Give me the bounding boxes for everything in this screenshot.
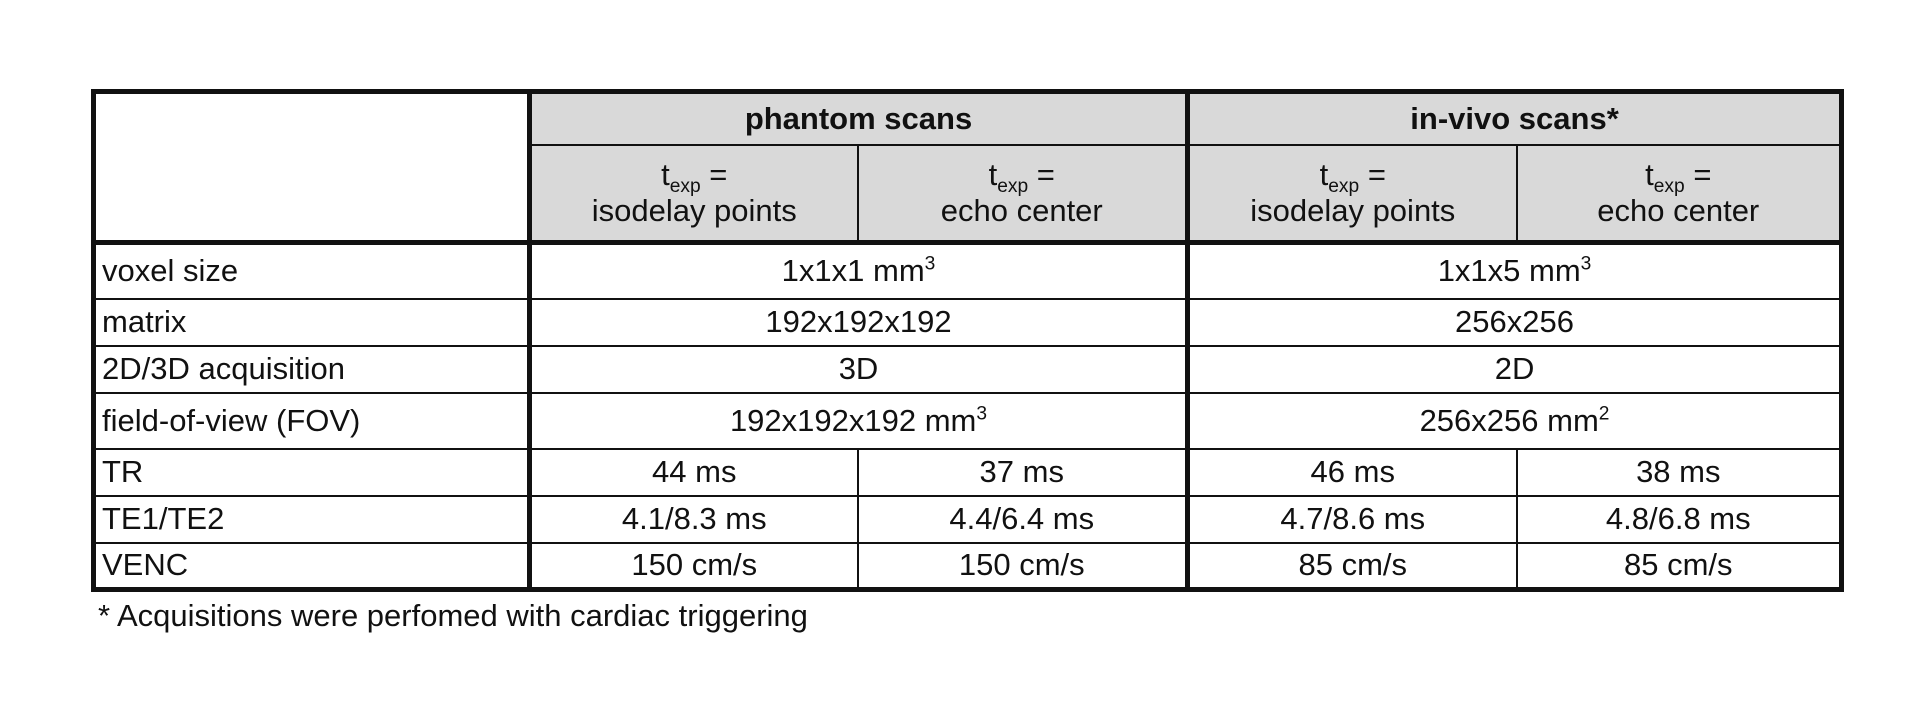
cell-invivo-acquisition: 2D	[1188, 346, 1842, 393]
footnote: * Acquisitions were perfomed with cardiac triggering	[98, 598, 808, 633]
cell-venc-invivo-isodelay: 85 cm/s	[1188, 543, 1517, 590]
cell-tr-phantom-isodelay: 44 ms	[530, 449, 858, 496]
cell-invivo-voxel	[1188, 243, 1842, 299]
cell-te-invivo-isodelay: 4.7/8.6 ms	[1188, 496, 1517, 543]
cell-venc-phantom-isodelay: 150 cm/s	[530, 543, 858, 590]
cell-te-invivo-echo: 4.8/6.8 ms	[1517, 496, 1842, 543]
row-label: 2D/3D acquisition	[94, 346, 530, 393]
group-header-phantom: phantom scans	[530, 92, 1188, 146]
t-subscript: exp	[1328, 176, 1360, 198]
row-label: voxel size	[94, 243, 530, 299]
sub-header-label: echo center	[940, 193, 1103, 228]
cell-phantom-acquisition: 3D	[530, 346, 1188, 393]
t-symbol: t	[1319, 157, 1329, 193]
row-label: TE1/TE2	[94, 496, 530, 543]
group-header-row	[94, 92, 1842, 146]
cell-invivo-matrix: 256x256	[1188, 299, 1842, 346]
cell-tr-phantom-echo: 37 ms	[858, 449, 1188, 496]
cell-text: 256x256 mm	[1419, 402, 1599, 438]
row-te	[94, 496, 1842, 543]
row-venc	[94, 543, 1842, 590]
row-label: field-of-view (FOV)	[94, 393, 530, 449]
row-label: TR	[94, 449, 530, 496]
cell-invivo-fov	[1188, 393, 1842, 449]
cell-venc-phantom-echo: 150 cm/s	[858, 543, 1188, 590]
superscript: 3	[976, 403, 988, 425]
cell-phantom-voxel	[530, 243, 1188, 299]
sub-header-invivo-isodelay	[1188, 145, 1517, 243]
t-equals: =	[1684, 157, 1712, 193]
row-acquisition	[94, 346, 1842, 393]
cell-text: 1x1x5 mm	[1437, 253, 1581, 289]
cell-phantom-matrix: 192x192x192	[530, 299, 1188, 346]
row-label: VENC	[94, 543, 530, 590]
t-equals: =	[1359, 157, 1386, 193]
superscript: 3	[1580, 254, 1592, 276]
row-tr	[94, 449, 1842, 496]
row-fov	[94, 393, 1842, 449]
sub-header-label: echo center	[1597, 193, 1760, 228]
superscript: 3	[924, 254, 936, 276]
cell-text: 1x1x1 mm	[781, 253, 925, 289]
cell-te-phantom-isodelay: 4.1/8.3 ms	[530, 496, 858, 543]
t-equals: =	[700, 157, 728, 193]
row-matrix	[94, 299, 1842, 346]
parameters-table	[91, 89, 1844, 592]
t-symbol: t	[988, 157, 998, 193]
cell-tr-invivo-echo: 38 ms	[1517, 449, 1842, 496]
t-equals: =	[1028, 157, 1055, 193]
row-voxel-size	[94, 243, 1842, 299]
t-subscript: exp	[669, 176, 701, 198]
t-subscript: exp	[1653, 176, 1685, 198]
t-symbol: t	[1645, 157, 1654, 193]
cell-venc-invivo-echo: 85 cm/s	[1517, 543, 1842, 590]
superscript: 2	[1598, 403, 1610, 425]
sub-header-label: isodelay points	[1250, 193, 1456, 228]
group-header-invivo: in-vivo scans*	[1188, 92, 1842, 146]
cell-text: 192x192x192 mm	[729, 402, 977, 438]
sub-header-label: isodelay points	[591, 193, 797, 228]
sub-header-phantom-echo	[858, 145, 1188, 243]
t-symbol: t	[661, 157, 670, 193]
corner-cell	[94, 92, 530, 243]
sub-header-invivo-echo	[1517, 145, 1842, 243]
row-label: matrix	[94, 299, 530, 346]
cell-phantom-fov	[530, 393, 1188, 449]
cell-tr-invivo-isodelay: 46 ms	[1188, 449, 1517, 496]
sub-header-phantom-isodelay	[530, 145, 858, 243]
cell-te-phantom-echo: 4.4/6.4 ms	[858, 496, 1188, 543]
t-subscript: exp	[997, 176, 1029, 198]
